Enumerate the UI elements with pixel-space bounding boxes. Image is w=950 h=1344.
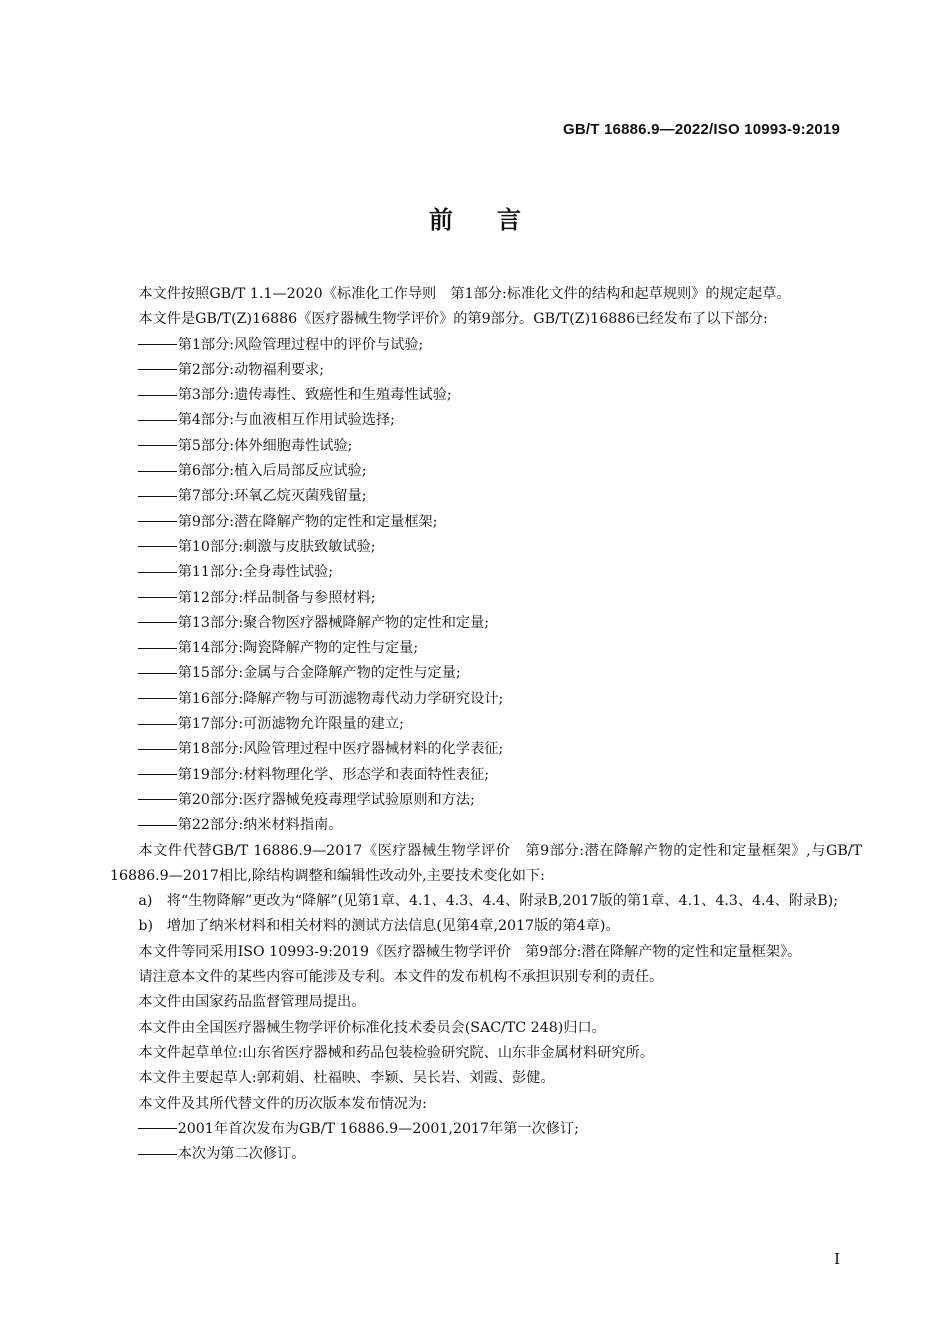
change-text: 将“生物降解”更改为“降解”(见第1章、4.1、4.3、4.4、附录B,2017版的第1章、4.1、4.3、4.4、附录B); [166, 893, 838, 910]
dash-mark [138, 799, 176, 800]
dash-mark [138, 395, 176, 396]
list-item [110, 408, 862, 433]
paragraph-proposer: 本文件由国家药品监督管理局提出。 [138, 994, 366, 1011]
dash-mark [138, 774, 176, 775]
paragraph-adoption: 本文件等同采用ISO 10993-9:2019《医疗器械生物学评价 第9部分:潜在降解产物的定性和定量框架》。 [138, 943, 802, 960]
list-item-text: 第11部分:全身毒性试验; [177, 564, 334, 581]
dash-mark [138, 825, 176, 826]
dash-mark [138, 724, 176, 725]
list-item-text: 第15部分:金属与合金降解产物的定性与定量; [177, 665, 461, 682]
paragraph-drafting-rules: 本文件按照GB/T 1.1—2020《标准化工作导则 第1部分:标准化文件的结构和起草规则》的规定起草。 [138, 286, 791, 302]
list-item-text: 第16部分:降解产物与可沥滤物毒代动力学研究设计; [177, 690, 504, 707]
dash-mark [138, 1128, 176, 1129]
list-item [110, 383, 862, 408]
change-text: 增加了纳米材料和相关材料的测试方法信息(见第4章,2017版的第4章)。 [166, 918, 620, 935]
dash-mark [138, 420, 176, 421]
list-item [110, 712, 862, 737]
dash-mark [138, 673, 176, 674]
dash-mark [138, 546, 176, 547]
list-item-text: 第4部分:与血液相互作用试验选择; [177, 412, 395, 429]
page-title: 前言 [429, 206, 565, 234]
paragraph-patent-notice: 请注意本文件的某些内容可能涉及专利。本文件的发布机构不承担识别专利的责任。 [138, 969, 664, 986]
list-item [110, 586, 862, 611]
paragraph-drafting-units: 本文件起草单位:山东省医疗器械和药品包装检验研究院、山东非金属材料研究所。 [138, 1044, 654, 1061]
list-item-text: 本次为第二次修订。 [177, 1146, 306, 1163]
list-item-text: 第12部分:样品制备与参照材料; [177, 589, 376, 606]
list-item-text: 第3部分:遗传毒性、致癌性和生殖毒性试验; [177, 387, 452, 404]
dash-mark [138, 496, 176, 497]
page-number: I [834, 1250, 840, 1268]
history-list [110, 1117, 862, 1168]
list-item [110, 333, 862, 358]
list-item [110, 358, 862, 383]
paragraph-replacement: 本文件代替GB/T 16886.9—2017《医疗器械生物学评价 第9部分:潜在降解产物的定性和定量框架》,与GB/T 16886.9—2017相比,除结构调整和编辑性改动外,主要技术变化如下: [110, 842, 862, 884]
dash-mark [138, 597, 176, 598]
dash-mark [138, 369, 176, 370]
dash-mark [138, 521, 176, 522]
list-item [110, 636, 862, 661]
dash-mark [138, 749, 176, 750]
paragraph-committee: 本文件由全国医疗器械生物学评价标准化技术委员会(SAC/TC 248)归口。 [138, 1019, 606, 1036]
dash-mark [138, 648, 176, 649]
dash-mark [138, 1154, 176, 1155]
changes-list [110, 889, 862, 940]
dash-mark [138, 698, 176, 699]
list-item-text: 第10部分:刺激与皮肤致敏试验; [177, 538, 376, 555]
list-item [110, 763, 862, 788]
dash-mark [138, 445, 176, 446]
list-item-text: 第6部分:植入后局部反应试验; [177, 463, 367, 480]
list-item-text: 第18部分:风险管理过程中医疗器械材料的化学表征; [177, 741, 504, 758]
list-item [110, 1117, 862, 1142]
list-item-text: 第17部分:可沥滤物允许限量的建立; [177, 716, 404, 733]
list-item-text: 第2部分:动物福利要求; [177, 361, 324, 378]
list-item-text: 第14部分:陶瓷降解产物的定性与定量; [177, 640, 419, 657]
list-item-text: 第20部分:医疗器械免疫毒理学试验原则和方法; [177, 791, 475, 808]
list-item-text: 第13部分:聚合物医疗器械降解产物的定性和定量; [177, 614, 490, 631]
paragraph-drafters: 本文件主要起草人:郭莉娟、杜福映、李颖、吴长岩、刘霞、彭健。 [138, 1070, 555, 1087]
dash-mark [138, 622, 176, 623]
standard-number-header: GB/T 16886.9—2022/ISO 10993-9:2019 [563, 121, 840, 138]
list-item [110, 788, 862, 813]
list-item-text: 第5部分:体外细胞毒性试验; [177, 437, 353, 454]
list-item-text: 第22部分:纳米材料指南。 [177, 817, 343, 834]
paragraph-series-intro: 本文件是GB/T(Z)16886《医疗器械生物学评价》的第9部分。GB/T(Z)16886已经发布了以下部分: [138, 311, 768, 328]
list-item-text: 2001年首次发布为GB/T 16886.9—2001,2017年第一次修订; [177, 1120, 579, 1137]
change-label: b) [138, 918, 154, 935]
list-item [110, 484, 862, 509]
list-item [110, 510, 862, 535]
list-item [110, 611, 862, 636]
list-item [110, 459, 862, 484]
list-item [110, 1142, 862, 1167]
document-body [110, 282, 862, 1167]
list-item [110, 687, 862, 712]
list-item-text: 第9部分:潜在降解产物的定性和定量框架; [177, 513, 438, 530]
list-item-text: 第19部分:材料物理化学、形态学和表面特性表征; [177, 766, 490, 783]
change-item [110, 914, 862, 939]
change-label: a) [138, 893, 153, 910]
list-item-text: 第1部分:风险管理过程中的评价与试验; [177, 336, 424, 353]
change-item [110, 889, 862, 914]
list-item [110, 560, 862, 585]
list-item [110, 535, 862, 560]
list-item [110, 737, 862, 762]
dash-mark [138, 344, 176, 345]
list-item [110, 434, 862, 459]
dash-mark [138, 572, 176, 573]
paragraph-history-intro: 本文件及其所代替文件的历次版本发布情况为: [138, 1095, 427, 1112]
parts-list [110, 333, 862, 839]
list-item [110, 813, 862, 838]
dash-mark [138, 471, 176, 472]
list-item-text: 第7部分:环氧乙烷灭菌残留量; [177, 488, 367, 505]
list-item [110, 661, 862, 686]
